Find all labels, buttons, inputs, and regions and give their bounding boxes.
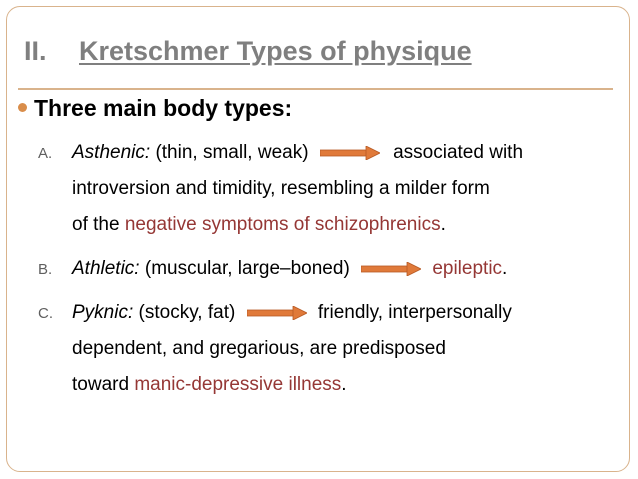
item-post: . bbox=[502, 258, 508, 279]
bullet-dot-icon bbox=[18, 103, 27, 112]
right-arrow-icon bbox=[361, 262, 421, 276]
title-divider bbox=[18, 88, 613, 90]
main-bullet-text: Three main body types: bbox=[34, 95, 293, 121]
list-item-pyknic bbox=[20, 295, 620, 403]
item-line-3-pre: of the bbox=[72, 214, 125, 235]
item-line-2: introversion and timidity, resembling a milder form bbox=[72, 178, 490, 199]
item-line-3-pre: toward bbox=[72, 374, 135, 395]
item-highlight: manic-depressive illness bbox=[134, 374, 342, 395]
section-number: II. bbox=[24, 36, 47, 66]
item-line-2: dependent, and gregarious, are predisposed bbox=[72, 338, 446, 359]
item-letter: A. bbox=[38, 145, 53, 162]
list-item-asthenic bbox=[20, 135, 620, 243]
slide-title bbox=[24, 36, 472, 67]
item-term: Athletic: bbox=[72, 258, 140, 279]
item-association: friendly, interpersonally bbox=[317, 302, 512, 323]
item-line-3-post: . bbox=[341, 374, 347, 395]
right-arrow-icon bbox=[320, 146, 380, 160]
item-term: Pyknic: bbox=[72, 302, 134, 323]
item-highlight: negative symptoms of schizophrenics bbox=[124, 214, 441, 235]
title-text: Kretschmer Types of physique bbox=[79, 36, 472, 66]
item-line-3-post: . bbox=[440, 214, 446, 235]
item-description: (muscular, large–boned) bbox=[144, 258, 350, 279]
item-description: (thin, small, weak) bbox=[155, 142, 309, 163]
body-type-list bbox=[20, 135, 620, 411]
item-letter: C. bbox=[38, 305, 53, 322]
item-highlight: epileptic bbox=[432, 258, 503, 279]
item-description: (stocky, fat) bbox=[138, 302, 236, 323]
list-item-athletic bbox=[20, 251, 620, 287]
item-letter: B. bbox=[38, 261, 53, 278]
main-bullet bbox=[18, 95, 292, 122]
item-term: Asthenic: bbox=[72, 142, 151, 163]
item-association: associated with bbox=[393, 142, 524, 163]
right-arrow-icon bbox=[247, 306, 307, 320]
